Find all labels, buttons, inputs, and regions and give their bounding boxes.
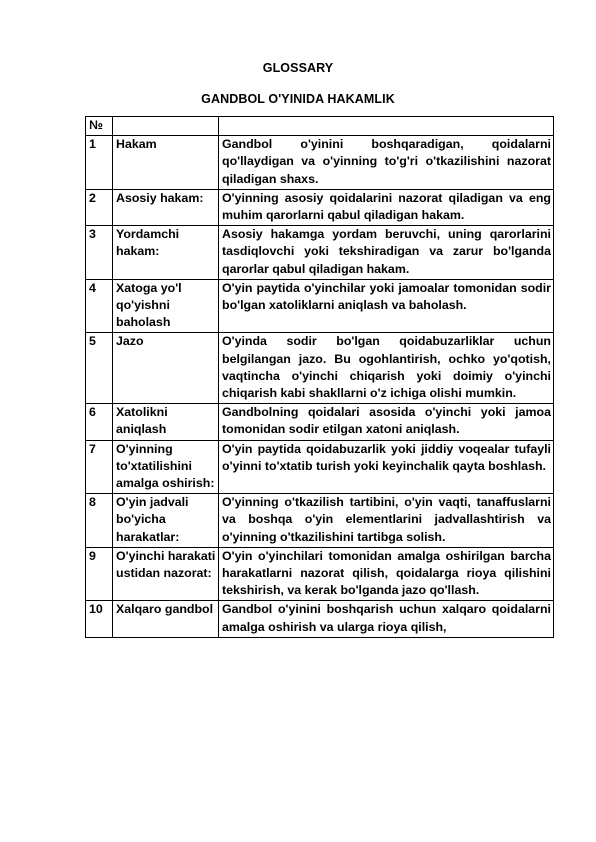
table-row <box>86 226 554 280</box>
row-term-cell: Hakam <box>113 136 219 190</box>
row-definition-cell: O'yin paytida o'yinchilar yoki jamoalar tomonidan sodir bo'lgan xatoliklarni aniqlash va baholash. <box>219 279 554 333</box>
row-number-cell: 7 <box>86 440 113 494</box>
row-number-cell: 6 <box>86 404 113 440</box>
row-term-cell: O'yinchi harakati ustidan nazorat: <box>113 547 219 601</box>
row-number-cell: 5 <box>86 333 113 404</box>
table-row <box>86 494 554 548</box>
document-subtitle: GANDBOL O'YINIDA HAKAMLIK <box>201 92 395 106</box>
header-definition-cell <box>219 117 554 136</box>
row-definition-cell: O'yinda sodir bo'lgan qoidabuzarliklar uchun belgilangan jazo. Bu ogohlantirish, ochko yo'qotish, vaqtincha o'yinchi chiqarish yoki doimiy o'yinchi chiqarish kabi shakllarni o'z ichiga olishi mumkin. <box>219 333 554 404</box>
row-number-cell: 2 <box>86 189 113 225</box>
row-term-cell: O'yinning to'xtatilishini amalga oshirish: <box>113 440 219 494</box>
row-term-cell: Xatolikni aniqlash <box>113 404 219 440</box>
table-row <box>86 136 554 190</box>
row-number-cell: 4 <box>86 279 113 333</box>
table-row <box>86 440 554 494</box>
row-number-cell: 10 <box>86 601 113 637</box>
table-row <box>86 333 554 404</box>
glossary-table <box>85 116 554 638</box>
row-term-cell: O'yin jadvali bo'yicha harakatlar: <box>113 494 219 548</box>
row-definition-cell: O'yinning asosiy qoidalarini nazorat qiladigan va eng muhim qarorlarni qabul qiladigan hakam. <box>219 189 554 225</box>
row-number-cell: 8 <box>86 494 113 548</box>
row-number-cell: 9 <box>86 547 113 601</box>
row-definition-cell: Gandbolning qoidalari asosida o'yinchi yoki jamoa tomonidan sodir etilgan xatoni aniqlash. <box>219 404 554 440</box>
table-row <box>86 547 554 601</box>
row-number-cell: 3 <box>86 226 113 280</box>
row-definition-cell: O'yin paytida qoidabuzarlik yoki jiddiy voqealar tufayli o'yinni to'xtatib turish yoki keyinchalik qayta boshlash. <box>219 440 554 494</box>
row-definition-cell: Gandbol o'yinini boshqaradigan, qoidalarni qo'llaydigan va o'yinning to'g'ri o'tkazilishini nazorat qiladigan shaxs. <box>219 136 554 190</box>
row-number-cell: 1 <box>86 136 113 190</box>
table-row <box>86 189 554 225</box>
document-title: GLOSSARY <box>262 61 334 75</box>
header-term-cell <box>113 117 219 136</box>
row-term-cell: Jazo <box>113 333 219 404</box>
glossary-table-body <box>86 117 554 638</box>
row-definition-cell: Asosiy hakamga yordam beruvchi, uning qarorlarini tasdiqlovchi yoki tekshiradigan va zarur bo'lganda qarorlar qabul qiladigan hakam. <box>219 226 554 280</box>
row-term-cell: Asosiy hakam: <box>113 189 219 225</box>
row-term-cell: Yordamchi hakam: <box>113 226 219 280</box>
table-header-row <box>86 117 554 136</box>
row-term-cell: Xalqaro gandbol <box>113 601 219 637</box>
table-row <box>86 601 554 637</box>
header-number-cell: № <box>86 117 113 136</box>
row-definition-cell: Gandbol o'yinini boshqarish uchun xalqaro qoidalarni amalga oshirish va ularga rioya qilish, <box>219 601 554 637</box>
table-row <box>86 279 554 333</box>
row-definition-cell: O'yinning o'tkazilish tartibini, o'yin vaqti, tanaffuslarni va boshqa o'yin elementlarini jadvallashtirish va o'yinning o'tkazilishini tartibga solish. <box>219 494 554 548</box>
row-definition-cell: O'yin o'yinchilari tomonidan amalga oshirilgan barcha harakatlarni nazorat qilish, qoidalarga rioya qilishini tekshirish, va kerak bo'lganda jazo qo'llash. <box>219 547 554 601</box>
row-term-cell: Xatoga yo'l qo'yishni baholash <box>113 279 219 333</box>
table-row <box>86 404 554 440</box>
